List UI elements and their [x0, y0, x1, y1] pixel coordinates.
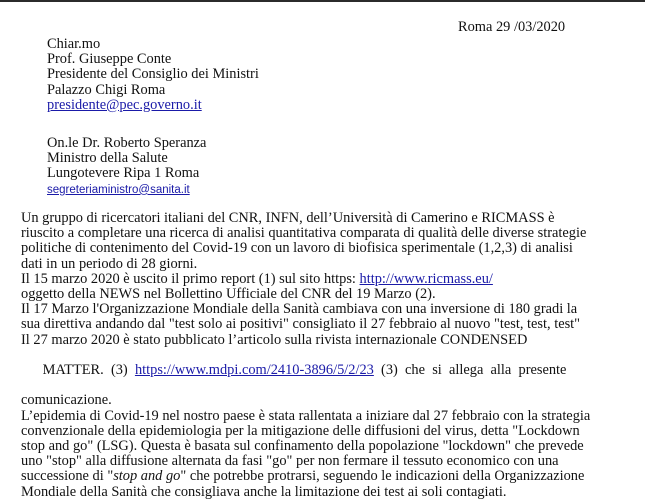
- body-text-span: MATTER. (3): [42, 362, 135, 379]
- salutation: Chiar.mo: [47, 36, 101, 52]
- letter-date: Roma 29 /03/2020: [458, 19, 566, 35]
- body-line: comunicazione.: [21, 392, 112, 409]
- body-line: politiche di contenimento del Covid-19 con un lavoro di biofisica sperimentale (1,2,3) di analisi: [21, 240, 573, 257]
- body-line: Un gruppo di ricercatori italiani del CNR, INFN, dell’Università di Camerino e RICMASS è: [21, 210, 555, 226]
- recipient2-email-link[interactable]: segreteriaministro@sanita.it: [47, 183, 190, 196]
- body-line: Il 17 Marzo l'Organizzazione Mondiale della Sanità cambiava con una inversione di 180 gradi la: [21, 301, 578, 318]
- italic-text: stop and go: [113, 468, 181, 485]
- body-line: [21, 272, 627, 287]
- recipient2-role: Ministro della Salute: [47, 150, 168, 167]
- body-line: oggetto della NEWS nel Bollettino Ufficiale del CNR del 19 Marzo (2).: [21, 286, 436, 303]
- ricmass-link[interactable]: http://www.ricmass.eu/: [359, 270, 493, 287]
- recipient-place: Palazzo Chigi Roma: [47, 81, 166, 98]
- body-line: [21, 469, 627, 484]
- body-line: stop and go" (LSG). Questa è basata sul confinamento della popolazione "lockdown" che prevede: [21, 438, 584, 455]
- body-line: convenzionale della epidemiologia per la mitigazione delle diffusioni del virus, detta "Lockdown: [21, 422, 580, 439]
- body-text-span: successione di ": [21, 468, 114, 485]
- body-line: [21, 348, 627, 394]
- body-line: dati in un periodo di 28 giorni.: [21, 255, 198, 272]
- recipient-block-1: [47, 37, 259, 113]
- recipient-block-2: [47, 136, 206, 198]
- recipient2-name: On.le Dr. Roberto Speranza: [47, 135, 207, 151]
- body-text-span: Il 15 marzo 2020 è uscito il primo report (1) sul sito https:: [21, 270, 360, 287]
- body-line: Mondiale della Sanità che consigliava anche la limitazione dei test ai soli contagiati.: [21, 483, 507, 500]
- body-text-span: (3) che si allega alla presente: [373, 362, 567, 379]
- body-line: L’epidemia di Covid-19 nel nostro paese è stata rallentata a iniziare dal 27 febbraio con la strategia: [21, 407, 591, 424]
- recipient-email-link[interactable]: presidente@pec.governo.it: [47, 96, 202, 113]
- recipient2-address: Lungotevere Ripa 1 Roma: [47, 165, 200, 182]
- recipient-name: Prof. Giuseppe Conte: [47, 51, 172, 68]
- recipient-role: Presidente del Consiglio dei Ministri: [47, 66, 259, 83]
- mdpi-article-link[interactable]: https://www.mdpi.com/2410-3896/5/2/23: [134, 362, 374, 379]
- body-line: sua direttiva andando dal "test solo ai positivi" consigliato il 27 febbraio al nuovo "test, test, test": [21, 316, 581, 333]
- body-line: uno "stop" alla diffusione alternata da fasi "go" per non fermare il tessuto economico con una: [21, 453, 559, 470]
- top-rule: [0, 0, 645, 2]
- letter-body: [21, 211, 627, 500]
- body-line: riuscito a completare una ricerca di analisi quantitativa comparata di qualità delle diverse strategie: [21, 225, 587, 242]
- body-text-span: " che potrebbe protrarsi, seguendo le indicazioni della Organizzazione: [180, 468, 585, 485]
- body-line: Il 27 marzo 2020 è stato pubblicato l’articolo sulla rivista internazionale CONDENSED: [21, 331, 528, 348]
